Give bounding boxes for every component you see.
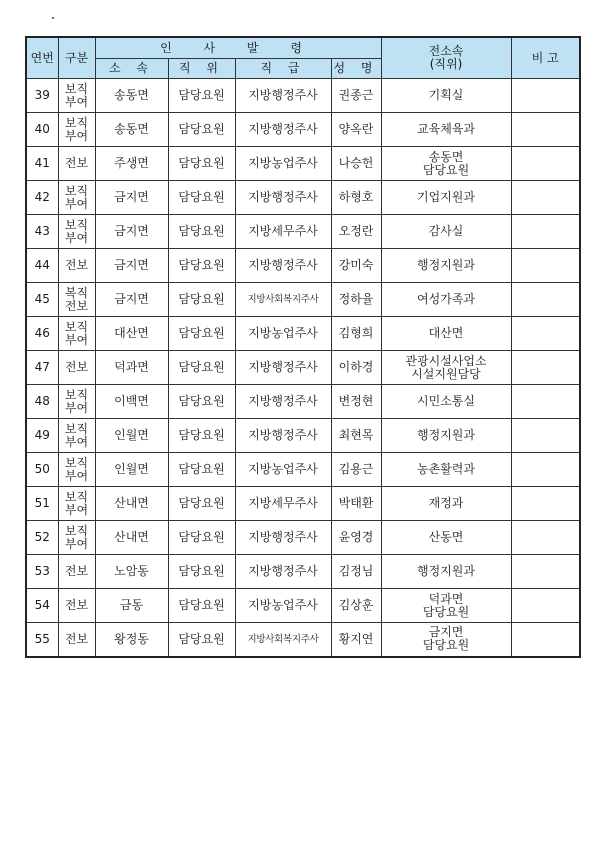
row-grade: 지방농업주사 <box>235 453 331 487</box>
row-destination-line: 여성가족과 <box>417 292 475 306</box>
table-row <box>26 215 580 249</box>
row-type-line: 보직 <box>64 115 89 130</box>
personnel-appointment-table <box>25 36 581 658</box>
row-destination <box>381 419 511 453</box>
table-row <box>26 589 580 623</box>
row-grade: 지방세무주사 <box>235 487 331 521</box>
header-remarks: 비 고 <box>511 37 580 79</box>
row-department: 대산면 <box>95 317 168 351</box>
row-department: 금지면 <box>95 215 168 249</box>
row-position: 담당요원 <box>168 589 235 623</box>
row-remarks <box>511 555 580 589</box>
row-remarks <box>511 419 580 453</box>
row-no: 46 <box>26 317 58 351</box>
row-remarks <box>511 351 580 385</box>
row-no: 48 <box>26 385 58 419</box>
row-position: 담당요원 <box>168 385 235 419</box>
row-type-line: 전보 <box>64 564 89 578</box>
row-name: 최현목 <box>331 419 381 453</box>
row-destination-line: 담당요원 <box>422 638 470 653</box>
row-destination-line: 농촌활력과 <box>417 462 475 476</box>
row-type <box>58 589 95 623</box>
row-no: 42 <box>26 181 58 215</box>
header-destination-line2: (직위) <box>429 57 463 71</box>
row-remarks <box>511 623 580 657</box>
row-name: 변정현 <box>331 385 381 419</box>
table-row <box>26 147 580 181</box>
table-row <box>26 555 580 589</box>
row-type-line: 복직 <box>64 285 89 300</box>
row-no: 50 <box>26 453 58 487</box>
row-grade: 지방행정주사 <box>235 181 331 215</box>
scan-speck <box>52 17 54 19</box>
row-no: 52 <box>26 521 58 555</box>
row-type-line: 전보 <box>64 631 89 646</box>
row-remarks <box>511 113 580 147</box>
row-name: 김정님 <box>331 555 381 589</box>
row-department: 노암동 <box>95 555 168 589</box>
row-type-line: 보직 <box>64 455 89 470</box>
row-type-line: 전보 <box>64 360 89 374</box>
row-position: 담당요원 <box>168 521 235 555</box>
row-destination-line: 담당요원 <box>422 604 470 619</box>
row-position: 담당요원 <box>168 283 235 317</box>
header-department: 소 속 <box>95 59 168 79</box>
row-type <box>58 623 95 657</box>
row-destination <box>381 623 511 657</box>
row-department: 금지면 <box>95 249 168 283</box>
row-destination <box>381 181 511 215</box>
table-header <box>26 37 580 79</box>
row-destination <box>381 249 511 283</box>
row-type-line: 부여 <box>64 196 89 211</box>
row-grade: 지방농업주사 <box>235 317 331 351</box>
row-destination-line: 재정과 <box>428 496 464 510</box>
row-position: 담당요원 <box>168 181 235 215</box>
table-row <box>26 181 580 215</box>
row-position: 담당요원 <box>168 317 235 351</box>
row-remarks <box>511 317 580 351</box>
row-no: 51 <box>26 487 58 521</box>
row-destination-line: 송동면 <box>428 149 464 164</box>
row-department: 금동 <box>95 589 168 623</box>
row-type-line: 전보 <box>64 598 89 612</box>
row-type-line: 전보 <box>64 156 89 170</box>
row-type <box>58 113 95 147</box>
row-department: 금지면 <box>95 181 168 215</box>
row-destination-line: 금지면 <box>428 625 464 640</box>
row-name: 강미숙 <box>331 249 381 283</box>
table-row <box>26 317 580 351</box>
row-grade: 지방행정주사 <box>235 385 331 419</box>
row-destination <box>381 453 511 487</box>
header-type: 구분 <box>58 37 95 79</box>
row-remarks <box>511 385 580 419</box>
row-type <box>58 453 95 487</box>
row-type <box>58 215 95 249</box>
row-destination <box>381 79 511 113</box>
row-type <box>58 385 95 419</box>
row-remarks <box>511 521 580 555</box>
row-department: 인월면 <box>95 419 168 453</box>
row-remarks <box>511 453 580 487</box>
row-department: 주생면 <box>95 147 168 181</box>
table-row <box>26 419 580 453</box>
row-type-line: 보직 <box>64 217 89 232</box>
row-destination-line: 기업지원과 <box>417 190 475 204</box>
row-position: 담당요원 <box>168 623 235 657</box>
row-no: 43 <box>26 215 58 249</box>
row-name: 황지연 <box>331 623 381 657</box>
row-position: 담당요원 <box>168 215 235 249</box>
row-grade: 지방행정주사 <box>235 79 331 113</box>
row-no: 55 <box>26 623 58 657</box>
row-destination <box>381 589 511 623</box>
row-remarks <box>511 181 580 215</box>
row-type-line: 부여 <box>64 502 89 517</box>
row-no: 49 <box>26 419 58 453</box>
row-destination-line: 시설지원담당 <box>411 366 481 381</box>
row-name: 박태환 <box>331 487 381 521</box>
row-no: 54 <box>26 589 58 623</box>
header-no: 연번 <box>26 37 58 79</box>
row-destination <box>381 283 511 317</box>
row-grade: 지방행정주사 <box>235 113 331 147</box>
table-row <box>26 79 580 113</box>
row-remarks <box>511 249 580 283</box>
row-type-line: 부여 <box>64 468 89 483</box>
header-destination-line1: 전소속 <box>428 44 464 58</box>
row-destination <box>381 487 511 521</box>
row-destination <box>381 147 511 181</box>
row-position: 담당요원 <box>168 113 235 147</box>
row-destination-line: 행정지원과 <box>417 428 475 442</box>
row-grade: 지방사회복지주사 <box>235 623 331 657</box>
row-type-line: 부여 <box>64 128 89 143</box>
row-name: 오정란 <box>331 215 381 249</box>
row-destination <box>381 385 511 419</box>
row-name: 윤영경 <box>331 521 381 555</box>
row-type-line: 전보 <box>64 298 89 313</box>
row-destination-line: 시민소통실 <box>417 394 475 408</box>
row-destination-line: 산동면 <box>428 530 464 544</box>
header-name: 성 명 <box>331 59 381 79</box>
row-type <box>58 555 95 589</box>
row-remarks <box>511 215 580 249</box>
row-destination-line: 기획실 <box>428 88 464 102</box>
row-destination <box>381 351 511 385</box>
row-position: 담당요원 <box>168 419 235 453</box>
row-type-line: 보직 <box>64 387 89 402</box>
row-type-line: 부여 <box>64 434 89 449</box>
row-type <box>58 249 95 283</box>
row-destination <box>381 521 511 555</box>
row-department: 송동면 <box>95 79 168 113</box>
row-name: 이하경 <box>331 351 381 385</box>
row-position: 담당요원 <box>168 487 235 521</box>
row-no: 53 <box>26 555 58 589</box>
row-name: 양옥란 <box>331 113 381 147</box>
row-name: 나승헌 <box>331 147 381 181</box>
row-type <box>58 317 95 351</box>
row-remarks <box>511 147 580 181</box>
row-grade: 지방행정주사 <box>235 249 331 283</box>
row-position: 담당요원 <box>168 147 235 181</box>
row-no: 44 <box>26 249 58 283</box>
row-department: 왕정동 <box>95 623 168 657</box>
row-type-line: 전보 <box>64 258 89 272</box>
row-department: 산내면 <box>95 521 168 555</box>
table-row <box>26 113 580 147</box>
row-type <box>58 487 95 521</box>
row-grade: 지방행정주사 <box>235 555 331 589</box>
row-no: 39 <box>26 79 58 113</box>
row-type-line: 부여 <box>64 94 89 109</box>
row-type <box>58 147 95 181</box>
header-position: 직 위 <box>168 59 235 79</box>
row-type <box>58 419 95 453</box>
row-department: 산내면 <box>95 487 168 521</box>
row-destination <box>381 215 511 249</box>
row-remarks <box>511 283 580 317</box>
row-name: 권종근 <box>331 79 381 113</box>
header-appointment: 인 사 발 령 <box>95 37 381 59</box>
row-destination-line: 대산면 <box>428 326 464 340</box>
table-row <box>26 385 580 419</box>
row-grade: 지방행정주사 <box>235 351 331 385</box>
table-row <box>26 351 580 385</box>
row-name: 김형희 <box>331 317 381 351</box>
table-row <box>26 623 580 657</box>
row-type-line: 보직 <box>64 319 89 334</box>
table-row <box>26 487 580 521</box>
row-position: 담당요원 <box>168 555 235 589</box>
row-type <box>58 181 95 215</box>
row-destination-line: 담당요원 <box>422 162 470 177</box>
row-department: 금지면 <box>95 283 168 317</box>
row-name: 하형호 <box>331 181 381 215</box>
row-type-line: 보직 <box>64 523 89 538</box>
row-name: 김용근 <box>331 453 381 487</box>
row-remarks <box>511 79 580 113</box>
header-destination <box>381 37 511 79</box>
row-destination-line: 교육체육과 <box>417 122 475 136</box>
table-body <box>26 79 580 657</box>
row-type <box>58 351 95 385</box>
row-destination-line: 행정지원과 <box>417 258 475 272</box>
row-grade: 지방행정주사 <box>235 521 331 555</box>
row-type-line: 보직 <box>64 421 89 436</box>
row-grade: 지방행정주사 <box>235 419 331 453</box>
row-grade: 지방사회복지주사 <box>235 283 331 317</box>
row-type-line: 부여 <box>64 332 89 347</box>
row-no: 40 <box>26 113 58 147</box>
row-destination-line: 감사실 <box>428 224 464 238</box>
row-type <box>58 521 95 555</box>
row-no: 45 <box>26 283 58 317</box>
row-type-line: 보직 <box>64 489 89 504</box>
row-type <box>58 283 95 317</box>
row-type <box>58 79 95 113</box>
row-type-line: 보직 <box>64 183 89 198</box>
row-name: 정하율 <box>331 283 381 317</box>
row-department: 이백면 <box>95 385 168 419</box>
row-type-line: 부여 <box>64 400 89 415</box>
table-row <box>26 283 580 317</box>
row-type-line: 부여 <box>64 230 89 245</box>
row-type-line: 보직 <box>64 81 89 96</box>
table-row <box>26 521 580 555</box>
row-grade: 지방농업주사 <box>235 589 331 623</box>
header-grade: 직 급 <box>235 59 331 79</box>
row-destination <box>381 555 511 589</box>
table-row <box>26 453 580 487</box>
row-grade: 지방세무주사 <box>235 215 331 249</box>
row-destination-line: 행정지원과 <box>417 564 475 578</box>
row-department: 송동면 <box>95 113 168 147</box>
row-remarks <box>511 487 580 521</box>
row-name: 김상훈 <box>331 589 381 623</box>
row-position: 담당요원 <box>168 351 235 385</box>
row-position: 담당요원 <box>168 249 235 283</box>
row-no: 41 <box>26 147 58 181</box>
row-type-line: 부여 <box>64 536 89 551</box>
row-position: 담당요원 <box>168 79 235 113</box>
row-department: 덕과면 <box>95 351 168 385</box>
row-destination-line: 관광시설사업소 <box>405 353 487 368</box>
row-no: 47 <box>26 351 58 385</box>
row-position: 담당요원 <box>168 453 235 487</box>
row-destination <box>381 113 511 147</box>
row-grade: 지방농업주사 <box>235 147 331 181</box>
row-destination <box>381 317 511 351</box>
row-destination-line: 덕과면 <box>428 591 464 606</box>
row-department: 인월면 <box>95 453 168 487</box>
row-remarks <box>511 589 580 623</box>
table-row <box>26 249 580 283</box>
